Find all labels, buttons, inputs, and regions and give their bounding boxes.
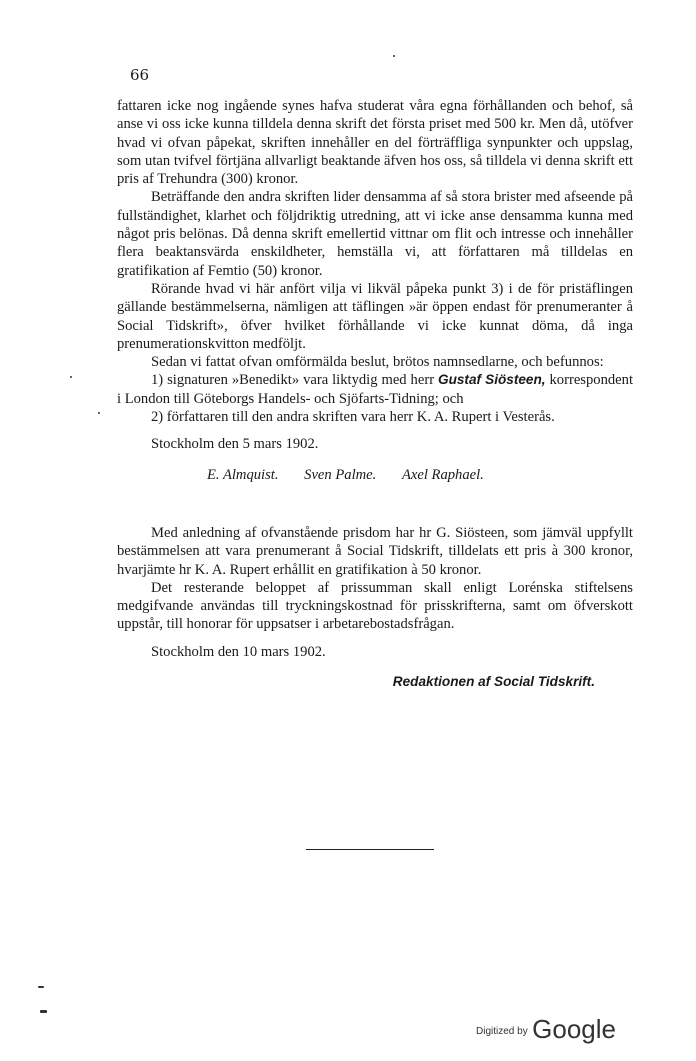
winner-name: Gustaf Siösteen,: [438, 372, 546, 388]
page-number: 66: [130, 66, 150, 84]
digitized-watermark: [476, 1014, 616, 1045]
speck: [38, 986, 44, 988]
speck: [98, 412, 100, 414]
google-logo: Google: [532, 1014, 616, 1044]
paragraph-3: Rörande hvad vi här anfört vilja vi likväl påpeka punkt 3) i de för pristäflingen gällande bestämmelserna, nämligen att täflingen »är öppen endast för prenumeranter å Social Tidskrift», öfver hvilket förhållande vi icke kunnat döma, då inga prenumerationskvitton medföljt.: [117, 280, 633, 352]
date-line-2: Stockholm den 10 mars 1902.: [151, 643, 326, 660]
signature-palme: Sven Palme.: [304, 466, 377, 483]
paragraph-5: Med anledning af ofvanstående prisdom har hr G. Siösteen, som jämväl uppfyllt bestämmelsen att vara prenumerant å Social Tidskrift, tilldelats ett pris à 300 kronor, hvarjämte hr K. A. Rupert erhållit en gratifikation à 50 kronor.: [117, 524, 633, 578]
date-line-1: Stockholm den 5 mars 1902.: [151, 436, 319, 453]
editors-signature: [117, 673, 633, 691]
editors-label: Redaktionen af Social Tidskrift.: [392, 674, 595, 690]
watermark-prefix: Digitized by: [476, 1026, 528, 1037]
list-item-1-prefix: 1) signaturen »Benedikt» vara liktydig med herr: [151, 372, 438, 389]
signature-raphael: Axel Raphael.: [401, 466, 484, 483]
signature-line: [207, 466, 633, 484]
speck: [393, 55, 395, 57]
paragraph-2: Beträffande den andra skriften lider densamma af så stora brister med afseende på fullständighet, klarhet och följdriktig utredning, att vi icke anse densamma kunna med något pris belönas. Då denna skrift emellertid vittnar om flit och intresse och innehåller flera beaktansvärda enskildheter, hemställa vi, att författaren må tilldelas en gratifikation af Femtio (50) kronor.: [117, 189, 633, 279]
paragraph-6: Det resterande beloppet af prissumman skall enligt Lorénska stiftelsens medgifvande användas till tryckningskostnad för prisskrifterna, samt om öfverskott uppstår, till honorar för uppsatser i arbetarebostadsfrågan.: [117, 579, 633, 633]
closing-rule: [306, 849, 434, 850]
body-text: [117, 97, 633, 691]
paragraph-4: Sedan vi fattat ofvan omförmälda beslut, brötos namnsedlarne, och befunnos:: [151, 354, 604, 371]
list-item-1: [117, 371, 633, 408]
speck: [70, 376, 72, 378]
list-item-1-suffix: korrespondent i London till Göteborgs Handels- och Sjöfarts-Tidning; och: [117, 372, 633, 407]
speck: [40, 1010, 47, 1013]
signature-almquist: E. Almquist.: [207, 466, 279, 483]
list-item-2: 2) författaren till den andra skriften vara herr K. A. Rupert i Vesterås.: [151, 409, 555, 426]
paragraph-1: fattaren icke nog ingående synes hafva studerat våra egna förhållanden och behof, så anse vi oss icke kunna tilldela denna skrift det första priset med 500 kr. Men då, utöfver hvad vi ofvan påpekat, skriften innehåller en del förträffliga synpunkter och uppslag, som utan tvifvel förtjäna allvarligt beaktande äfven hos oss, så tilldela vi denna skrift ett pris af Trehundra (300) kronor.: [117, 98, 633, 188]
